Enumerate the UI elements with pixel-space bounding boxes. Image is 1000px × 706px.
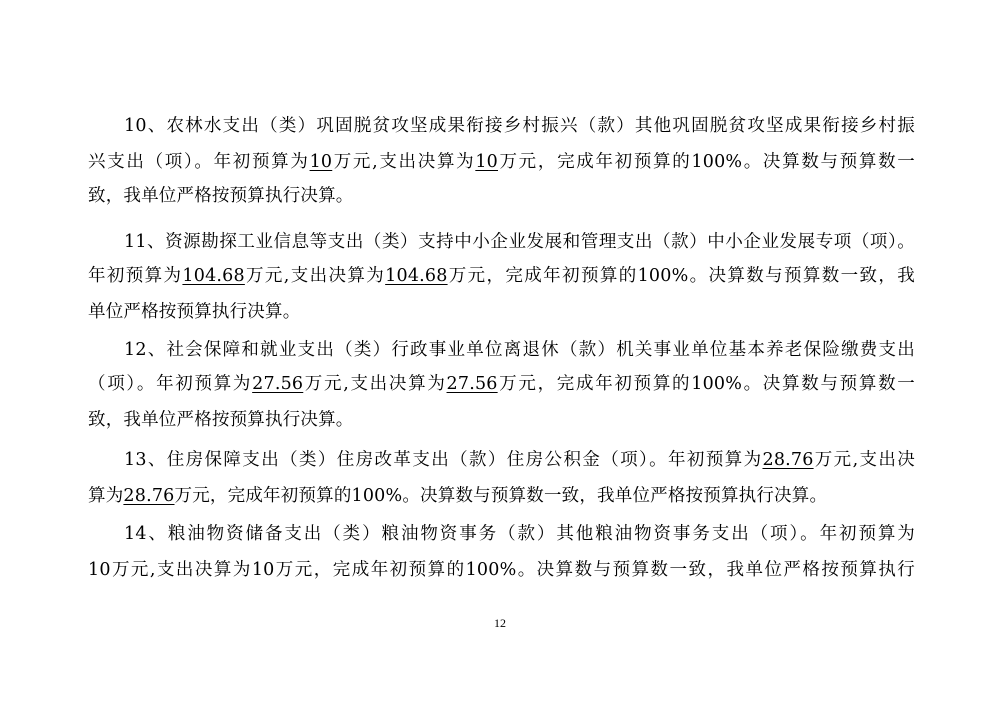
page-number: 12 xyxy=(494,616,506,630)
paragraph-line xyxy=(88,484,915,508)
underlined-amount: 27.56 xyxy=(446,374,498,394)
text-run: 10万元,支出决算为10万元，完成年初预算的100%。决算数与预算数一致，我单位严格按预算执行 xyxy=(88,560,915,580)
text-run: 10、农林水支出（类）巩固脱贫攻坚成果衔接乡村振兴（款）其他巩固脱贫攻坚成果衔接乡村振 xyxy=(124,116,915,136)
text-run: 万元,支出决算为 xyxy=(303,374,447,394)
text-run: 14、粮油物资储备支出（类）粮油物资事务（款）其他粮油物资事务支出（项）。年初预算为 xyxy=(124,524,915,544)
text-run: 万元,支出决算为 xyxy=(332,152,476,172)
text-run: 12、社会保障和就业支出（类）行政事业单位离退休（款）机关事业单位基本养老保险缴费支出 xyxy=(124,340,915,360)
text-run: 13、住房保障支出（类）住房改革支出（款）住房公积金（项）。年初预算为 xyxy=(124,450,763,470)
text-run: （项）。年初预算为 xyxy=(88,374,253,394)
paragraph-line xyxy=(88,558,915,582)
text-run: 万元,支出决算为 xyxy=(244,266,386,286)
underlined-amount: 104.68 xyxy=(182,266,245,286)
underlined-amount: 10 xyxy=(309,152,333,172)
paragraph-line xyxy=(88,150,915,174)
underlined-amount: 104.68 xyxy=(385,266,448,286)
paragraph-line xyxy=(88,184,915,208)
paragraph-line xyxy=(124,448,915,472)
underlined-amount: 28.76 xyxy=(762,450,814,470)
underlined-amount: 10 xyxy=(475,152,498,172)
paragraph-line xyxy=(124,114,915,138)
paragraph-line xyxy=(88,264,915,288)
underlined-amount: 27.56 xyxy=(252,374,304,394)
text-run: 万元，完成年初预算的100%。决算数与预算数一致，我 xyxy=(447,266,915,286)
text-run: 11、资源勘探工业信息等支出（类）支持中小企业发展和管理支出（款）中小企业发展专项（项）。 xyxy=(124,232,915,252)
underlined-amount: 28.76 xyxy=(123,486,175,506)
text-run: 万元,支出决 xyxy=(813,450,915,470)
paragraph-line xyxy=(88,372,915,396)
paragraph-line xyxy=(88,300,915,324)
paragraph-line xyxy=(124,338,915,362)
text-run: 兴支出（项）。年初预算为 xyxy=(88,152,310,172)
paragraph-line xyxy=(124,522,915,546)
text-run: 单位严格按预算执行决算。 xyxy=(88,302,301,322)
text-run: 万元，完成年初预算的100%。决算数与预算数一 xyxy=(498,152,915,172)
text-run: 万元，完成年初预算的100%。决算数与预算数一致，我单位严格按预算执行决算。 xyxy=(174,486,828,506)
text-run: 年初预算为 xyxy=(88,266,183,286)
paragraph-line xyxy=(88,408,915,432)
text-run: 致，我单位严格按预算执行决算。 xyxy=(88,186,354,206)
paragraph-line xyxy=(124,230,915,254)
text-run: 万元，完成年初预算的100%。决算数与预算数一 xyxy=(497,374,915,394)
text-run: 致，我单位严格按预算执行决算。 xyxy=(88,410,354,430)
text-run: 算为 xyxy=(88,486,124,506)
